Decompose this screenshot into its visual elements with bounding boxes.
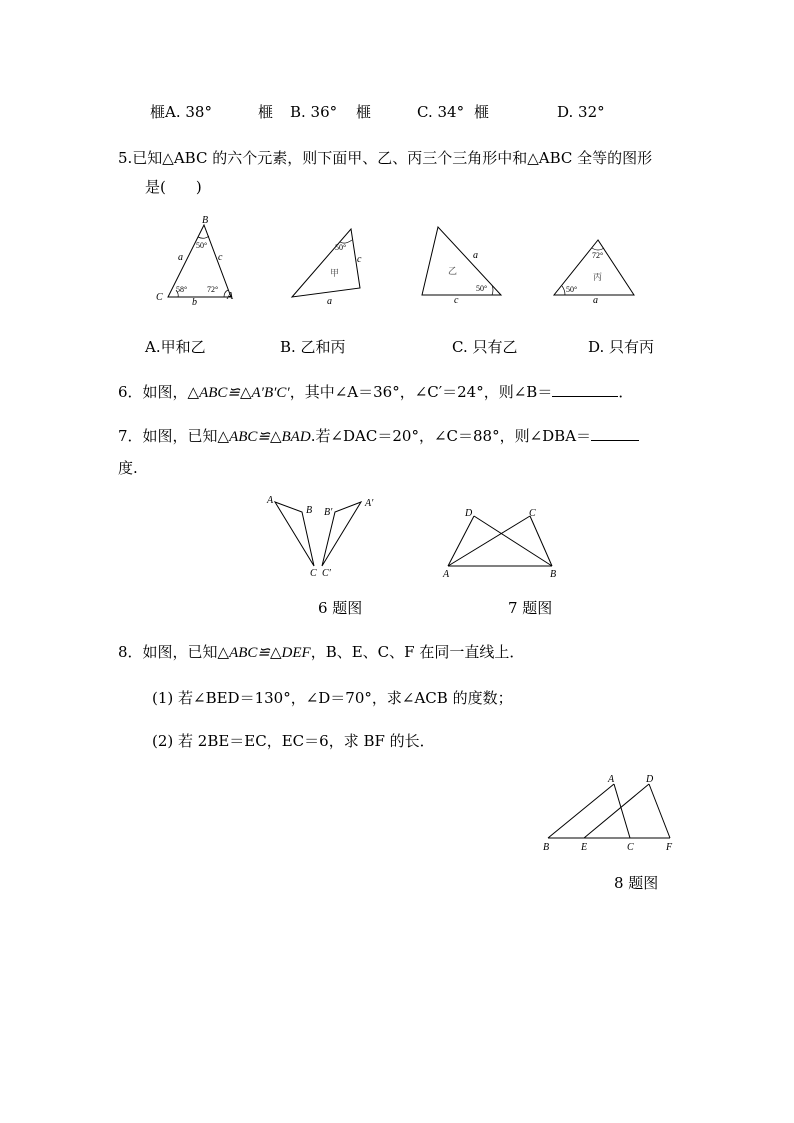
q6-end: ． — [618, 383, 634, 401]
abc-angle-c: 58° — [176, 285, 188, 294]
fig7-label-a: A — [443, 569, 450, 580]
fig6-label-a-prime: A′ — [365, 498, 374, 509]
q7-condition: .若∠DAC＝20°，∠C＝88°，则∠DBA＝ — [310, 427, 592, 445]
fig7-caption: 7 题图 — [508, 599, 553, 617]
fig6-label-b: B — [306, 505, 313, 516]
q6-answer-blank[interactable] — [552, 382, 618, 397]
q5-option-a: A.甲和乙 — [145, 338, 206, 356]
fig8-label-f: F — [666, 842, 673, 853]
yi-name: 乙 — [448, 267, 458, 277]
bing-name: 丙 — [593, 273, 603, 283]
fig6-caption: 6 题图 — [318, 599, 363, 617]
q5-figures — [140, 212, 660, 312]
fig7-label-c: C — [529, 508, 536, 519]
abc-vertex-a: A — [227, 291, 234, 302]
q4-artifact-2: 榧 — [258, 103, 274, 121]
fig8-caption: 8 题图 — [614, 874, 659, 892]
fig6-label-c-prime: C′ — [322, 568, 331, 579]
fig8-label-d: D — [646, 774, 654, 785]
q5-fig-jia — [292, 229, 362, 307]
fig8-label-b: B — [543, 842, 550, 853]
q7-stem-line2: 度. — [118, 459, 138, 477]
q7-congruence: △ABC≌△BAD — [217, 429, 311, 445]
q5-fig-yi — [422, 227, 501, 306]
yi-side-c: c — [454, 295, 459, 306]
q8-prefix: 8．如图，已知 — [118, 643, 218, 661]
jia-angle: 50° — [335, 243, 347, 252]
abc-side-a: a — [178, 252, 183, 263]
q4-option-d: D. 32° — [557, 103, 605, 121]
fig6-label-c: C — [310, 568, 317, 579]
q7-answer-blank[interactable] — [591, 426, 639, 441]
bing-angle-left: 50° — [566, 285, 578, 294]
q5-stem-line2: 是( ) — [145, 178, 202, 196]
abc-angle-b: 50° — [196, 241, 208, 250]
q4-option-c: C. 34° — [417, 103, 465, 121]
jia-name: 甲 — [330, 269, 340, 279]
q7-prefix: 7．如图，已知 — [118, 427, 218, 445]
jia-side-c: c — [357, 254, 362, 265]
abc-side-c: c — [218, 252, 223, 263]
q6-condition: ，其中∠A＝36°，∠C′＝24°，则∠B＝ — [289, 383, 553, 401]
q5-option-d: D. 只有丙 — [588, 338, 655, 356]
q6-congruence: △ABC≌△A′B′C′ — [187, 385, 290, 401]
q8-congruence: △ABC≌△DEF — [217, 645, 311, 661]
fig6 — [258, 490, 388, 582]
fig7-label-d: D — [465, 508, 473, 519]
yi-side-a: a — [473, 250, 478, 261]
q4-option-b: B. 36° — [290, 103, 338, 121]
q5-option-c: C. 只有乙 — [452, 338, 518, 356]
q5-stem-line1: 5.已知△ABC 的六个元素，则下面甲、乙、丙三个三角形中和△ABC 全等的图形 — [118, 149, 653, 167]
q4-artifact-4: 榧 — [474, 103, 490, 121]
fig7-label-b: B — [550, 569, 557, 580]
abc-angle-a: 72° — [207, 285, 219, 294]
q5-option-b: B. 乙和丙 — [280, 338, 346, 356]
fig8 — [536, 766, 686, 856]
bing-angle-top: 72° — [592, 251, 604, 260]
q4-artifact-1: 榧 — [150, 103, 166, 121]
q7-stem — [118, 426, 639, 447]
q8-part1: (1) 若∠BED＝130°，∠D＝70°，求∠ACB 的度数； — [152, 689, 513, 707]
q8-part2: (2) 若 2BE＝EC，EC＝6，求 BF 的长． — [152, 732, 435, 750]
fig7 — [436, 500, 566, 582]
q5-fig-abc — [156, 215, 234, 308]
abc-vertex-b: B — [202, 215, 209, 226]
fig8-label-a: A — [608, 774, 615, 785]
abc-vertex-c: C — [156, 292, 163, 303]
q6-prefix: 6．如图， — [118, 383, 188, 401]
abc-side-b: b — [192, 297, 197, 308]
fig8-label-e: E — [581, 842, 588, 853]
q4-artifact-3: 榧 — [356, 103, 372, 121]
q8-rest: ，B、E、C、F 在同一直线上． — [310, 643, 525, 661]
q6-stem — [118, 382, 633, 403]
q4-option-row — [150, 102, 212, 122]
q4-option-a: A. 38° — [165, 103, 212, 121]
fig6-label-a: A — [267, 495, 274, 506]
fig8-label-c: C — [627, 842, 634, 853]
fig6-label-b-prime: B′ — [324, 507, 333, 518]
jia-side-a: a — [327, 296, 332, 307]
yi-angle: 50° — [476, 284, 488, 293]
q8-stem — [118, 642, 524, 663]
bing-side-a: a — [593, 295, 598, 306]
q5-fig-bing — [554, 240, 634, 306]
